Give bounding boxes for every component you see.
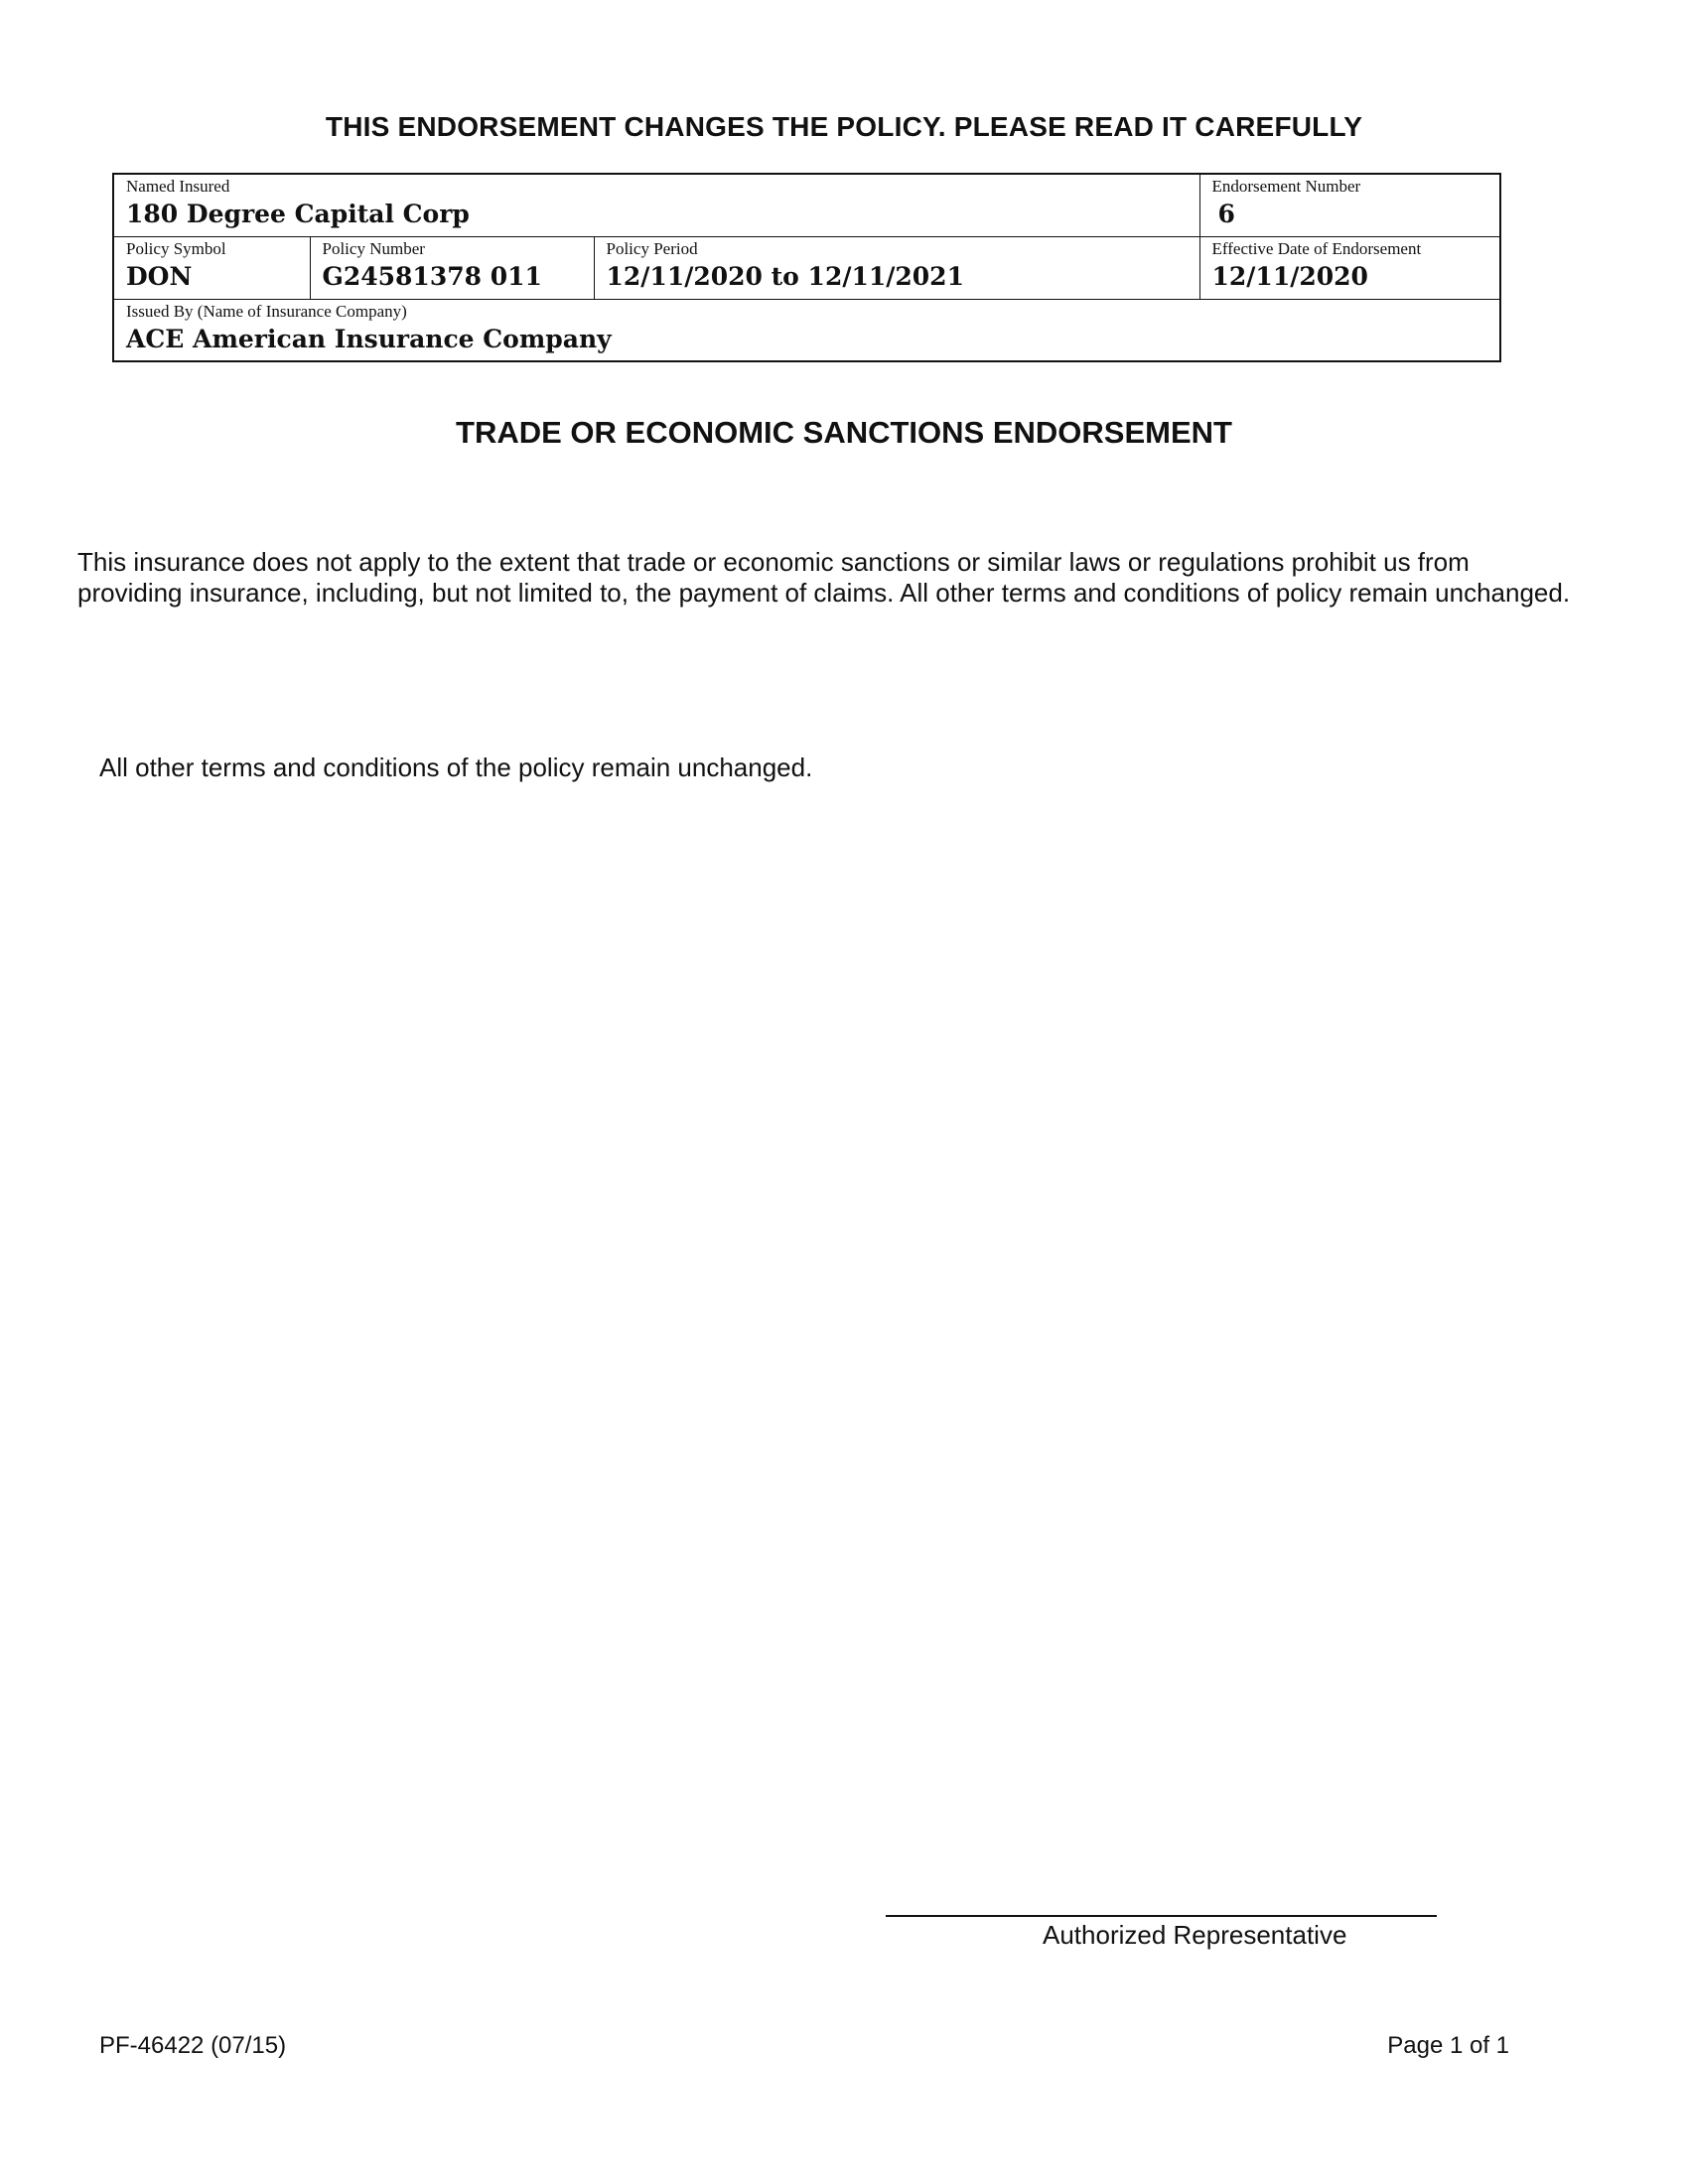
policy-symbol-label: Policy Symbol xyxy=(126,238,226,258)
signature-line xyxy=(886,1915,1437,1917)
info-row xyxy=(113,299,1500,361)
policy-period-label: Policy Period xyxy=(606,238,698,258)
effective-date-value: 12/11/2020 xyxy=(1211,261,1368,291)
policy-period-cell xyxy=(594,236,1199,299)
policy-symbol-cell xyxy=(113,236,310,299)
policy-period-value: 12/11/2020 to 12/11/2021 xyxy=(606,261,964,291)
document-title: TRADE OR ECONOMIC SANCTIONS ENDORSEMENT xyxy=(456,415,1232,450)
info-row xyxy=(113,174,1500,236)
policy-number-value: G24581378 011 xyxy=(322,261,542,291)
named-insured-cell xyxy=(113,174,1199,236)
policy-symbol-value: DON xyxy=(126,261,193,291)
issued-by-cell xyxy=(113,299,1500,361)
signature-label: Authorized Representative xyxy=(1043,1920,1347,1950)
page-number: Page 1 of 1 xyxy=(1387,2032,1509,2059)
effective-date-label: Effective Date of Endorsement xyxy=(1211,238,1422,258)
effective-date-cell xyxy=(1199,236,1500,299)
policy-number-cell xyxy=(310,236,594,299)
info-row xyxy=(113,236,1500,299)
issued-by-label: Issued By (Name of Insurance Company) xyxy=(126,301,407,321)
endorsement-body: This insurance does not apply to the extent that trade or economic sanctions or similar laws or regulations prohibit us from providing insurance, including, but not limited to, the payment of claims. All other terms and conditions of policy remain unchanged. xyxy=(77,547,1571,608)
closing-statement: All other terms and conditions of the policy remain unchanged. xyxy=(99,752,813,782)
named-insured-value: 180 Degree Capital Corp xyxy=(126,200,470,228)
policy-number-label: Policy Number xyxy=(322,238,425,258)
named-insured-label: Named Insured xyxy=(126,177,230,196)
endorsement-notice: THIS ENDORSEMENT CHANGES THE POLICY. PLEASE READ IT CAREFULLY xyxy=(325,111,1363,142)
form-number: PF-46422 (07/15) xyxy=(99,2032,287,2059)
endorsement-number-cell xyxy=(1199,174,1500,236)
endorsement-number-label: Endorsement Number xyxy=(1211,177,1361,196)
policy-info-table xyxy=(112,173,1501,362)
endorsement-number-value: 6 xyxy=(1217,200,1235,228)
issued-by-value: ACE American Insurance Company xyxy=(126,324,612,353)
